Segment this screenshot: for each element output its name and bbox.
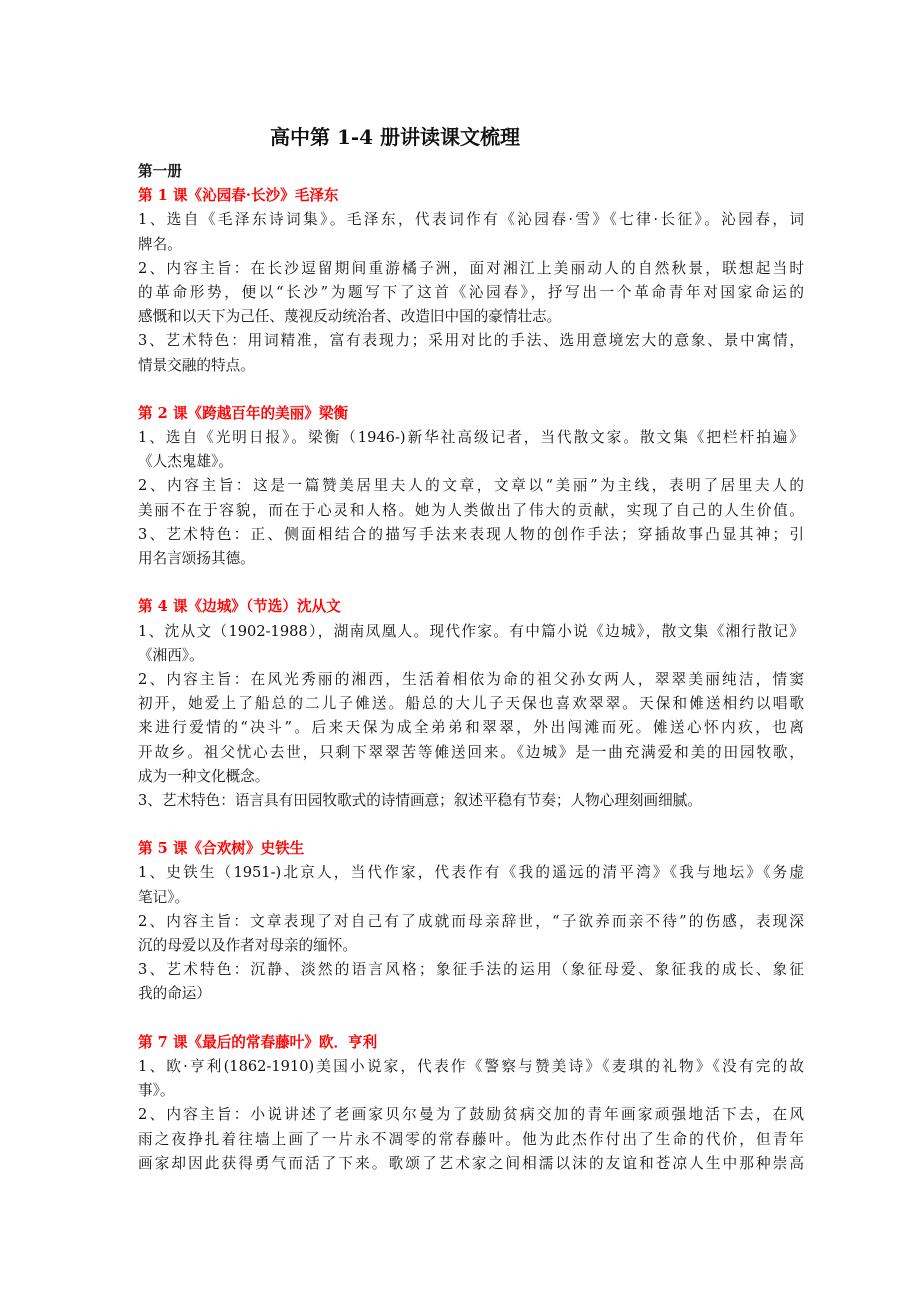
lesson-text-line: 3、艺术特色：正、侧面相结合的描写手法来表现人物的创作手法；穿插故事凸显其神；引 xyxy=(138,525,804,543)
lesson-text-line: 沉的母爱以及作者对母亲的缅怀。 xyxy=(138,937,357,954)
lesson-text-line: 来进行爱情的“决斗”。后来天保为成全弟弟和翠翠，外出闯滩而死。傩送心怀内疚，也离 xyxy=(138,719,804,737)
lesson-text-line: 2、内容主旨：在风光秀丽的湘西，生活着相依为命的祖父孙女两人，翠翠美丽纯洁，情窦 xyxy=(138,670,804,688)
lesson-text-line: 开故乡。祖父忧心去世，只剩下翠翠苦等傩送回来。《边城》是一曲充满爱和美的田园牧歌， xyxy=(138,743,804,761)
lesson-text-line: 我的命运） xyxy=(138,985,211,1003)
lesson-text-line: 《人杰鬼雄》。 xyxy=(138,453,233,471)
lesson-text-line: 2、内容主旨：文章表现了对自己有了成就而母亲辞世，“子欲养而亲不待”的伤感，表现深 xyxy=(138,912,804,930)
lesson-text-line: 成为一种文化概念。 xyxy=(138,767,270,785)
lesson-heading: 第 5 课《合欢树》史铁生 xyxy=(138,840,305,858)
lesson-text-line: 用名言颂扬其德。 xyxy=(138,550,255,567)
blank-line xyxy=(138,378,804,402)
lesson-text-line: 1、选自《光明日报》。梁衡（1946-)新华社高级记者，当代散文家。散文集《把栏杆拍遍》 xyxy=(138,429,804,447)
lesson-text-line: 2、内容主旨：这是一篇赞美居里夫人的文章，文章以“美丽”为主线，表明了居里夫人的 xyxy=(138,477,804,495)
lesson-heading: 第 2 课《跨越百年的美丽》梁衡 xyxy=(138,404,349,422)
lesson-text-line: 感慨和以天下为己任、蔑视反动统治者、改造旧中国的豪情壮志。 xyxy=(138,308,562,326)
lesson-text-line: 1、欧·亨利(1862-1910)美国小说家，代表作《警察与赞美诗》《麦琪的礼物》《没有完的故 xyxy=(138,1057,804,1075)
lesson-text-line: 《湘西》。 xyxy=(138,646,204,664)
lesson-text-line: 2、内容主旨：小说讲述了老画家贝尔曼为了鼓励贫病交加的青年画家顽强地活下去，在风 xyxy=(138,1106,804,1124)
lesson-text-line: 3、艺术特色：语言具有田园牧歌式的诗情画意；叙述平稳有节奏；人物心理刻画细腻。 xyxy=(138,791,702,809)
lesson-text-line: 1、史铁生（1951-)北京人，当代作家，代表作有《我的遥远的清平湾》《我与地坛》《务虚 xyxy=(138,864,804,882)
lesson-text-line: 1、沈从文（1902-1988），湖南凤凰人。现代作家。有中篇小说《边城》，散文集《湘行散记》 xyxy=(138,622,804,640)
lesson-text-line: 情景交融的特点。 xyxy=(138,356,255,374)
lesson-text-line: 笔记》。 xyxy=(138,888,190,906)
lesson-heading: 第 1 课《沁园春·长沙》毛泽东 xyxy=(138,187,339,205)
lesson-heading: 第 7 课《最后的常春藤叶》欧．亨利 xyxy=(138,1033,378,1051)
lesson-text-line: 的革命形势，便以“长沙”为题写下了这首《沁园春》，抒写出一个革命青年对国家命运的 xyxy=(138,283,804,301)
lesson-text-line: 初开，她爱上了船总的二儿子傩送。船总的大儿子天保也喜欢翠翠。天保和傩送相约以唱歌 xyxy=(138,695,804,713)
lesson-text-line: 2、内容主旨：在长沙逗留期间重游橘子洲，面对湘江上美丽动人的自然秋景，联想起当时 xyxy=(138,259,804,277)
lesson-text-line: 画家却因此获得勇气而活了下来。歌颂了艺术家之间相濡以沫的友谊和苍凉人生中那种崇高 xyxy=(138,1154,804,1172)
lesson-text-line: 3、艺术特色：用词精准，富有表现力；采用对比的手法、选用意境宏大的意象、景中寓情， xyxy=(138,332,804,350)
blank-line xyxy=(138,813,804,837)
document-body xyxy=(138,160,804,1176)
lesson-text-line: 美丽不在于容貌，而在于心灵和人格。她为人类做出了伟大的贡献，实现了自己的人生价值。 xyxy=(138,501,804,519)
lesson-heading: 第 4 课《边城》（节选）沈从文 xyxy=(138,598,341,616)
document-title: 高中第 1-4 册讲读课文梳理 xyxy=(270,125,521,149)
lesson-text-line: 雨之夜挣扎着往墙上画了一片永不凋零的常春藤叶。他为此杰作付出了生命的代价，但青年 xyxy=(138,1130,804,1148)
blank-line xyxy=(138,571,804,595)
lesson-text-line: 1、选自《毛泽东诗词集》。毛泽东，代表词作有《沁园春·雪》《七律·长征》。沁园春，词 xyxy=(138,211,804,229)
lesson-text-line: 事》。 xyxy=(138,1082,175,1100)
blank-line xyxy=(138,1007,804,1031)
lesson-text-line: 牌名。 xyxy=(138,235,182,253)
volume-heading: 第一册 xyxy=(138,163,182,180)
lesson-text-line: 3、艺术特色：沉静、淡然的语言风格；象征手法的运用（象征母爱、象征我的成长、象征 xyxy=(138,961,804,979)
